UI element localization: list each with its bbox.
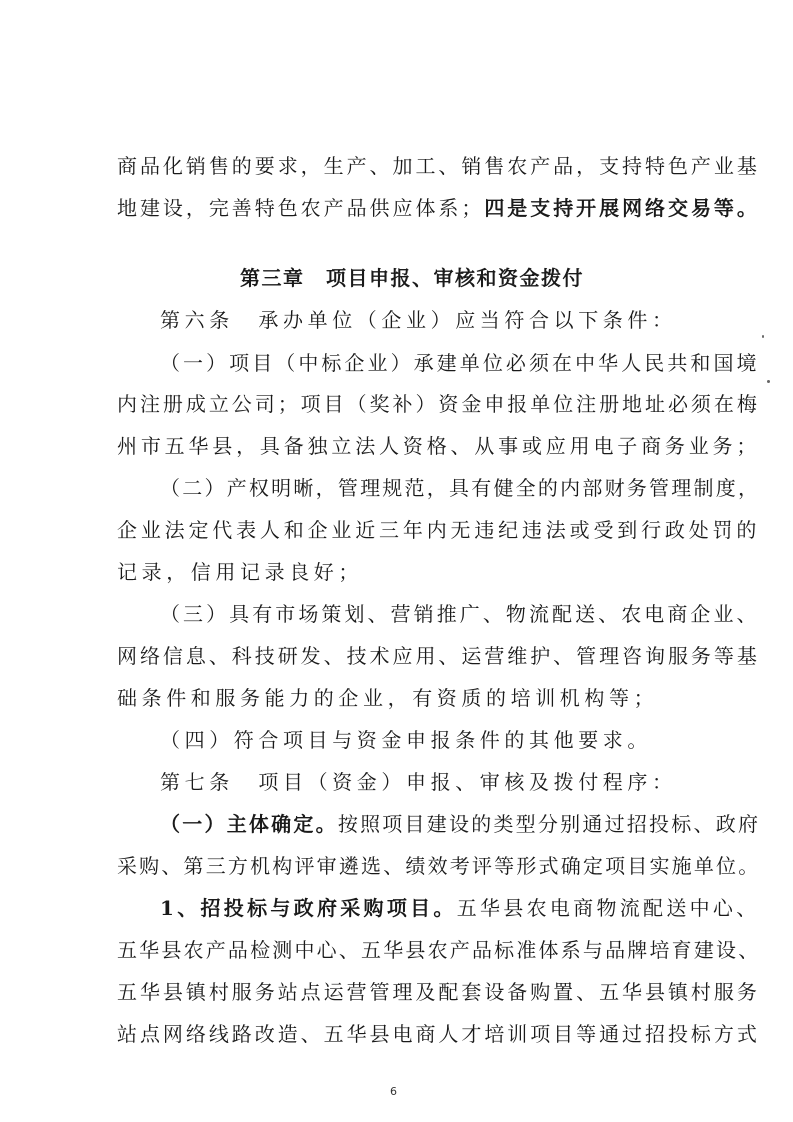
- line-text: 础条件和服务能力的企业，有资质的培训机构等；: [117, 686, 659, 710]
- text-line: [160, 476, 760, 500]
- emphasis-text: 1、招投标与政府采购项目。: [160, 896, 457, 920]
- line-text: （一）项目（中标企业）承建单位必须在中华人民共和国境: [160, 351, 760, 375]
- line-text: 站点网络线路改造、五华县电商人才培训项目等通过招投标方式: [117, 1022, 760, 1046]
- text-line: [117, 154, 760, 178]
- line-text: 记录，信用记录良好；: [117, 560, 363, 584]
- article-title: [160, 770, 677, 794]
- text-line: [117, 518, 760, 542]
- heading-text: 第三章 项目申报、审核和资金拨付: [240, 266, 584, 290]
- line-text: 五华县农电商物流配送中心、: [456, 896, 760, 920]
- text-line: [117, 196, 760, 220]
- text-line: [117, 392, 760, 416]
- text-line: [117, 980, 760, 1004]
- line-text: （二）产权明晰，管理规范，具有健全的内部财务管理制度，: [160, 476, 761, 500]
- line-text: 地建设，完善特色农产品供应体系；: [117, 196, 485, 220]
- text-line: [160, 728, 652, 752]
- line-text: 内注册成立公司；项目（奖补）资金申报单位注册地址必须在梅: [117, 392, 760, 416]
- text-line: [117, 1022, 760, 1046]
- line-text: 第七条 项目（资金）申报、审核及拨付程序：: [160, 770, 677, 794]
- line-text: （四）符合项目与资金申报条件的其他要求。: [160, 728, 652, 752]
- text-line: [117, 560, 363, 584]
- line-text: 五华县镇村服务站点运营管理及配套设备购置、五华县镇村服务: [117, 980, 760, 1004]
- line-text: 第六条 承办单位（企业）应当符合以下条件：: [160, 308, 677, 332]
- text-line: [117, 686, 658, 710]
- emphasis-text: （一）主体确定。: [160, 812, 338, 836]
- line-text: （三）具有市场策划、营销推广、物流配送、农电商企业、: [160, 602, 760, 626]
- line-text: 五华县农产品检测中心、五华县农产品标准体系与品牌培育建设、: [117, 938, 761, 962]
- line-text: 企业法定代表人和企业近三年内无违纪违法或受到行政处罚的: [117, 518, 761, 542]
- page-number: 6: [390, 1085, 397, 1098]
- text-line: [160, 351, 760, 375]
- scan-speck: [767, 380, 770, 383]
- text-line: [160, 896, 760, 920]
- text-line: [160, 602, 760, 626]
- article-title: [160, 308, 677, 332]
- line-text: 采购、第三方机构评审遴选、绩效考评等形式确定项目实施单位。: [117, 854, 761, 878]
- line-text: 商品化销售的要求，生产、加工、销售农产品，支持特色产业基: [117, 154, 760, 178]
- text-line: [117, 644, 760, 668]
- text-line: [117, 434, 760, 458]
- scan-speck: [762, 335, 764, 338]
- text-line: [117, 854, 760, 878]
- text-line: [160, 812, 760, 836]
- emphasis-text: 四是支持开展网络交易等。: [484, 196, 760, 220]
- line-text: 网络信息、科技研发、技术应用、运营维护、管理咨询服务等基: [117, 644, 760, 668]
- text-line: [117, 938, 760, 962]
- chapter-heading: [240, 266, 584, 290]
- line-text: 按照项目建设的类型分别通过招投标、政府: [337, 812, 761, 836]
- line-text: 州市五华县，具备独立法人资格、从事或应用电子商务业务；: [117, 434, 761, 458]
